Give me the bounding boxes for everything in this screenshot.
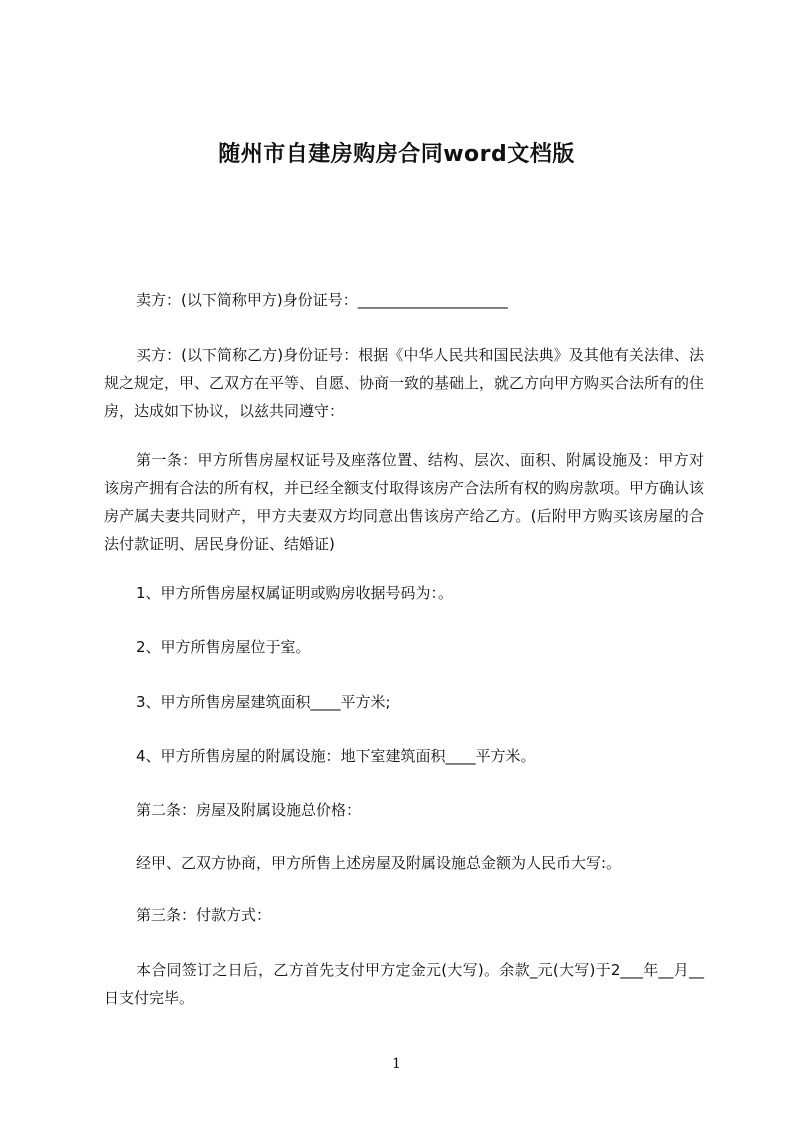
item-2-paragraph: 2、甲方所售房屋位于室。 — [136, 638, 311, 656]
item-4-paragraph: 4、甲方所售房屋的附属设施：地下室建筑面积____平方米。 — [136, 747, 536, 765]
article-2-paragraph: 第二条：房屋及附属设施总价格： — [136, 801, 362, 819]
price-paragraph: 经甲、乙双方协商，甲方所售上述房屋及附属设施总金额为人民币大写:。 — [136, 854, 622, 872]
item-1-paragraph: 1、甲方所售房屋权属证明或购房收据号码为：。 — [136, 584, 454, 602]
page-number: 1 — [392, 1056, 401, 1072]
item-3-paragraph: 3、甲方所售房屋建筑面积____平方米; — [136, 693, 391, 711]
payment-paragraph: 本合同签订之日后，乙方首先支付甲方定金元(大写)。余款_元(大写)于2___年__月__日支付完毕。 — [104, 961, 704, 1007]
article-1-paragraph: 第一条：甲方所售房屋权证号及座落位置、结构、层次、面积、附属设施及：甲方对该房产拥有合法的所有权，并已经全额支付取得该房产合法所有权的购房款项。甲方确认该房产属夫妻共同财产，甲方夫妻双方均同意出售该房产给乙方。(后附甲方购买该房屋的合法付款证明、居民身份证、结婚证) — [104, 451, 705, 553]
buyer-paragraph: 买方：(以下简称乙方)身份证号：根据《中华人民共和国民法典》及其他有关法律、法规之规定，甲、乙双方在平等、自愿、协商一致的基础上，就乙方向甲方购买合法所有的住房，达成如下协议，以兹共同遵守： — [104, 346, 705, 420]
seller-paragraph: 卖方：(以下简称甲方)身份证号：____________________ — [136, 291, 508, 309]
article-3-paragraph: 第三条：付款方式： — [136, 906, 272, 924]
document-title: 随州市自建房购房合同word文档版 — [218, 142, 575, 167]
